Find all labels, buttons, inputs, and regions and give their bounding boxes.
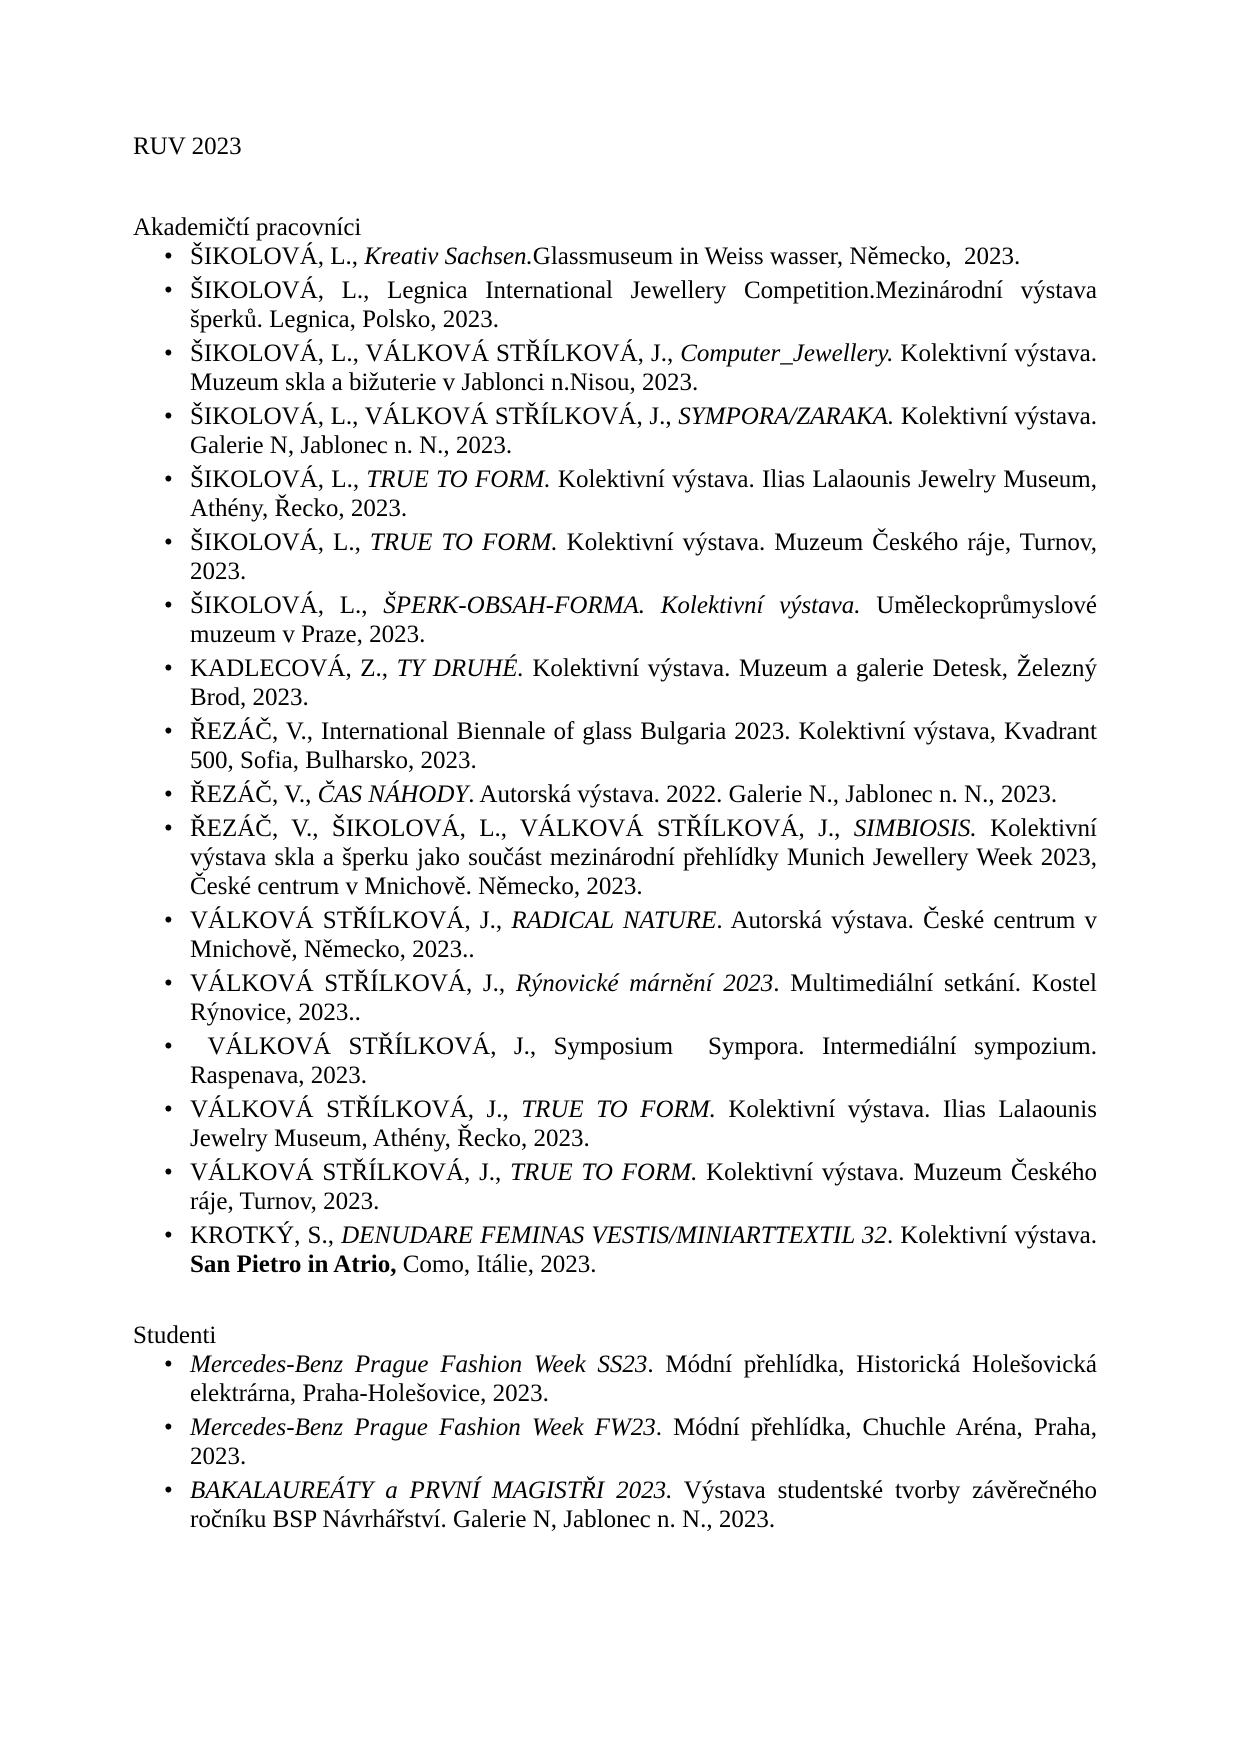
list-item — [133, 1350, 1104, 1408]
document-title: RUV 2023 — [133, 133, 242, 160]
text-run: . Kolektivní výstava. — [886, 1222, 1104, 1249]
sections — [133, 213, 1104, 1534]
entry-text — [190, 529, 1103, 585]
bullet-icon: • — [164, 1351, 173, 1378]
text-run: TRUE TO FORM. — [366, 466, 551, 493]
text-run: Glassmuseum in Weiss wasser, Německo, 2023. — [532, 243, 1021, 270]
text-run: Mercedes-Benz Prague Fashion Week SS23 — [190, 1351, 648, 1378]
text-run: Kolektivní výstava. Muzeum skla a bižuterie v Jablonci n.Nisou, 2023. — [190, 340, 1104, 396]
entry-text — [190, 655, 1103, 711]
text-run: ŘEZÁČ, V., ŠIKOLOVÁ, L., VÁLKOVÁ STŘÍLKOVÁ, J., — [190, 815, 854, 842]
section-heading: Akademičtí pracovníci — [133, 214, 362, 241]
entry-text — [190, 781, 1057, 808]
entry-text — [190, 718, 1103, 774]
entry-text — [190, 907, 1103, 963]
list-item — [133, 528, 1104, 586]
entry-text — [190, 403, 1103, 459]
text-run: Kolektivní výstava. Ilias Lalaounis Jewelry Museum, Athény, Řecko, 2023. — [190, 466, 1102, 522]
text-run: BAKALAUREÁTY a PRVNÍ MAGISTŘI 2023. — [190, 1477, 673, 1504]
list-item — [133, 591, 1104, 649]
entry-text — [190, 340, 1103, 396]
entry-list — [133, 1350, 1104, 1534]
text-run: ŠIKOLOVÁ, L., VÁLKOVÁ STŘÍLKOVÁ, J., — [190, 340, 681, 367]
list-item — [133, 717, 1104, 775]
section — [133, 213, 1104, 1279]
text-run: ŠIKOLOVÁ, L., — [190, 466, 367, 493]
bullet-icon: • — [164, 1414, 173, 1441]
bullet-icon: • — [164, 243, 173, 270]
text-run: ŠPERK-OBSAH-FORMA. Kolektivní výstava. — [383, 592, 861, 619]
text-run: KROTKÝ, S., — [190, 1222, 342, 1249]
list-item — [133, 465, 1102, 523]
bullet-icon: • — [164, 1033, 173, 1060]
bullet-icon: • — [164, 718, 173, 745]
document-content — [133, 132, 1104, 1539]
entry-text — [190, 1033, 1103, 1089]
text-run: Kolektivní výstava. Muzeum a galerie Detesk, Železný Brod, 2023. — [190, 655, 1104, 711]
list-item — [133, 402, 1104, 460]
text-run: SYMPORA/ZARAKA. — [678, 403, 895, 430]
bullet-icon: • — [164, 815, 173, 842]
bullet-icon: • — [164, 1477, 173, 1504]
text-run: VÁLKOVÁ STŘÍLKOVÁ, J., — [190, 970, 516, 997]
list-item — [133, 814, 1104, 901]
list-item — [133, 1413, 1104, 1471]
list-item — [133, 1476, 1104, 1534]
list-item — [133, 339, 1104, 397]
bullet-icon: • — [164, 1222, 173, 1249]
text-run: RADICAL NATURE — [511, 907, 717, 934]
text-run: Kolektivní výstava. Ilias Lalaounis Jewelry Museum, Athény, Řecko, 2023. — [190, 1096, 1104, 1152]
text-run: VÁLKOVÁ STŘÍLKOVÁ, J., Symposium Sympora. Intermediální sympozium. Raspenava, 2023. — [190, 1033, 1104, 1089]
text-run: ŠIKOLOVÁ, L., — [190, 243, 365, 270]
text-run: TRUE TO FORM. — [521, 1096, 716, 1123]
text-run: Mercedes-Benz Prague Fashion Week FW23 — [190, 1414, 656, 1441]
list-item — [133, 906, 1104, 964]
text-run: . Módní přehlídka, Historická Holešovická elektrárna, Praha-Holešovice, 2023. — [190, 1351, 1104, 1407]
list-item — [133, 242, 1097, 271]
entry-text — [190, 243, 1020, 270]
entry-text — [190, 1351, 1103, 1407]
text-run: . Multimediální setkání. Kostel Rýnovice, 2023.. — [190, 970, 1104, 1026]
entry-text — [190, 466, 1102, 522]
bullet-icon: • — [164, 403, 173, 430]
text-run: San Pietro in Atrio, — [190, 1251, 397, 1278]
text-run: . Autorská výstava. 2022. Galerie N., Jablonec n. N., 2023. — [468, 781, 1058, 808]
text-run: Výstava studentské tvorby závěrečného ročníku BSP Návrhářství. Galerie N, Jablonec n. N., 2023. — [190, 1477, 1104, 1533]
entry-text — [190, 815, 1103, 900]
bullet-icon: • — [164, 1159, 173, 1186]
bullet-icon: • — [164, 592, 173, 619]
text-run: . Módní přehlídka, Chuchle Aréna, Praha, 2023. — [190, 1414, 1104, 1470]
entry-text — [190, 277, 1103, 333]
text-run: ŠIKOLOVÁ, L., — [190, 529, 370, 556]
entry-text — [190, 970, 1103, 1026]
text-run: Kolektivní výstava. Muzeum Českého ráje, Turnov, 2023. — [190, 1159, 1104, 1215]
list-item — [133, 1095, 1104, 1153]
list-item — [133, 654, 1104, 712]
text-run: Kolektivní výstava skla a šperku jako součást mezinárodní přehlídky Munich Jewellery Week 2023, České centrum v Mnichově. Německo, 2023. — [190, 815, 1104, 900]
bullet-icon: • — [164, 529, 173, 556]
bullet-icon: • — [164, 340, 173, 367]
text-run: Kolektivní výstava. Galerie N, Jablonec n. N., 2023. — [190, 403, 1104, 459]
bullet-icon: • — [164, 277, 173, 304]
entry-text — [190, 1477, 1103, 1533]
bullet-icon: • — [164, 970, 173, 997]
entry-text — [190, 1096, 1103, 1152]
list-item — [133, 1158, 1104, 1216]
text-run: TRUE TO FORM. — [510, 1159, 698, 1186]
list-item — [133, 1032, 1104, 1090]
list-item — [133, 276, 1104, 334]
text-run: ŠIKOLOVÁ, L., Legnica International Jewellery Competition.Mezinárodní výstava šperků. Legnica, Polsko, 2023. — [190, 277, 1104, 333]
entry-text — [190, 1414, 1103, 1470]
list-item — [133, 969, 1104, 1027]
list-item — [133, 780, 1097, 809]
bullet-icon: • — [164, 907, 173, 934]
text-run: VÁLKOVÁ STŘÍLKOVÁ, J., — [190, 1159, 511, 1186]
text-run: ČAS NÁHODY — [317, 781, 469, 808]
text-run: ŠIKOLOVÁ, L., — [190, 592, 384, 619]
text-run: Computer_Jewellery. — [680, 340, 894, 367]
text-run: ŘEZÁČ, V., — [190, 781, 318, 808]
text-run: ŠIKOLOVÁ, L., VÁLKOVÁ STŘÍLKOVÁ, J., — [190, 403, 679, 430]
text-run: SIMBIOSIS. — [853, 815, 977, 842]
text-run: VÁLKOVÁ STŘÍLKOVÁ, J., — [190, 907, 512, 934]
section — [133, 1321, 1104, 1534]
text-run: TRUE TO FORM. — [369, 529, 558, 556]
text-run: VÁLKOVÁ STŘÍLKOVÁ, J., — [190, 1096, 522, 1123]
text-run: Uměleckoprůmyslové muzeum v Praze, 2023. — [190, 592, 1104, 648]
text-run: ŘEZÁČ, V., International Biennale of glass Bulgaria 2023. Kolektivní výstava, Kvadrant 500, Sofia, Bulharsko, 2023. — [190, 718, 1104, 774]
entry-text — [190, 592, 1103, 648]
entry-list — [133, 242, 1104, 1279]
text-run: . Autorská výstava. České centrum v Mnichově, Německo, 2023.. — [190, 907, 1104, 963]
bullet-icon: • — [164, 1096, 173, 1123]
text-run: TY DRUHÉ. — [396, 655, 524, 682]
text-run: KADLECOVÁ, Z., — [190, 655, 397, 682]
list-item — [133, 1221, 1104, 1279]
text-run: Rýnovické márnění 2023 — [515, 970, 774, 997]
entry-text — [190, 1222, 1103, 1278]
bullet-icon: • — [164, 781, 173, 808]
text-run: Kolektivní výstava. Muzeum Českého ráje, Turnov, 2023. — [190, 529, 1104, 585]
bullet-icon: • — [164, 466, 173, 493]
text-run: Kreativ Sachsen. — [364, 243, 533, 270]
section-heading: Studenti — [133, 1322, 217, 1349]
bullet-icon: • — [164, 655, 173, 682]
text-run: Como, Itálie, 2023. — [396, 1251, 597, 1278]
text-run: DENUDARE FEMINAS VESTIS/MINIARTTEXTIL 32 — [341, 1222, 887, 1249]
entry-text — [190, 1159, 1103, 1215]
